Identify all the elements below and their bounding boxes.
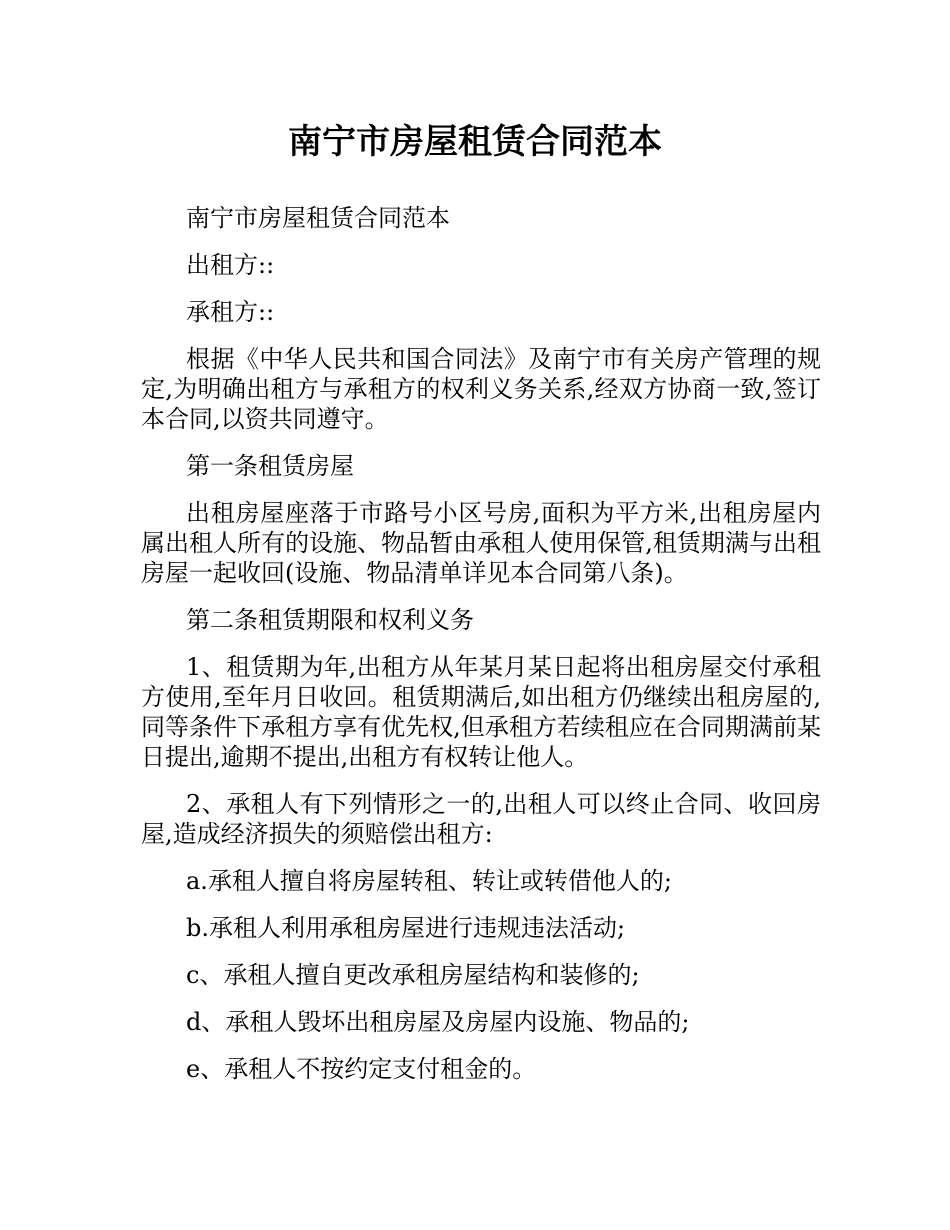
paragraph-item-a: a.承租人擅自将房屋转租、转让或转借他人的; [186, 867, 673, 895]
paragraph-lessor: 出租方:: [186, 251, 275, 279]
paragraph-item-e: e、承租人不按约定支付租金的。 [186, 1055, 537, 1083]
paragraph-heading-repeat: 南宁市房屋租赁合同范本 [186, 204, 450, 232]
paragraph-article-1-body: 出租房屋座落于市路号小区号房,面积为平方米,出租房屋内属出租人所有的设施、物品暂由承租人使用保管,租赁期满与出租房屋一起收回(设施、物品清单详见本合同第八条)。 [141, 499, 821, 587]
paragraph-item-b: b.承租人利用承租房屋进行违规违法活动; [186, 914, 626, 942]
paragraph-clause-1: 1、租赁期为年,出租方从年某月某日起将出租房屋交付承租方使用,至年月日收回。租赁期满后,如出租方仍继续出租房屋的,同等条件下承租方享有优先权,但承租方若续租应在合同期满前某日提出,逾期不提出,出租方有权转让他人。 [141, 653, 821, 771]
paragraph-article-1-heading: 第一条租赁房屋 [186, 452, 354, 480]
document-title: 南宁市房屋租赁合同范本 [288, 122, 662, 162]
paragraph-item-d: d、承租人毁坏出租房屋及房屋内设施、物品的; [186, 1008, 690, 1036]
paragraph-article-2-heading: 第二条租赁期限和权利义务 [186, 606, 474, 634]
paragraph-lessee: 承租方:: [186, 298, 275, 326]
paragraph-item-c: c、承租人擅自更改承租房屋结构和装修的; [186, 961, 640, 989]
paragraph-clause-2: 2、承租人有下列情形之一的,出租人可以终止合同、收回房屋,造成经济损失的须赔偿出租方: [141, 790, 821, 848]
document-body [141, 203, 821, 1101]
paragraph-preamble: 根据《中华人民共和国合同法》及南宁市有关房产管理的规定,为明确出租方与承租方的权利义务关系,经双方协商一致,签订本合同,以资共同遵守。 [141, 345, 821, 433]
